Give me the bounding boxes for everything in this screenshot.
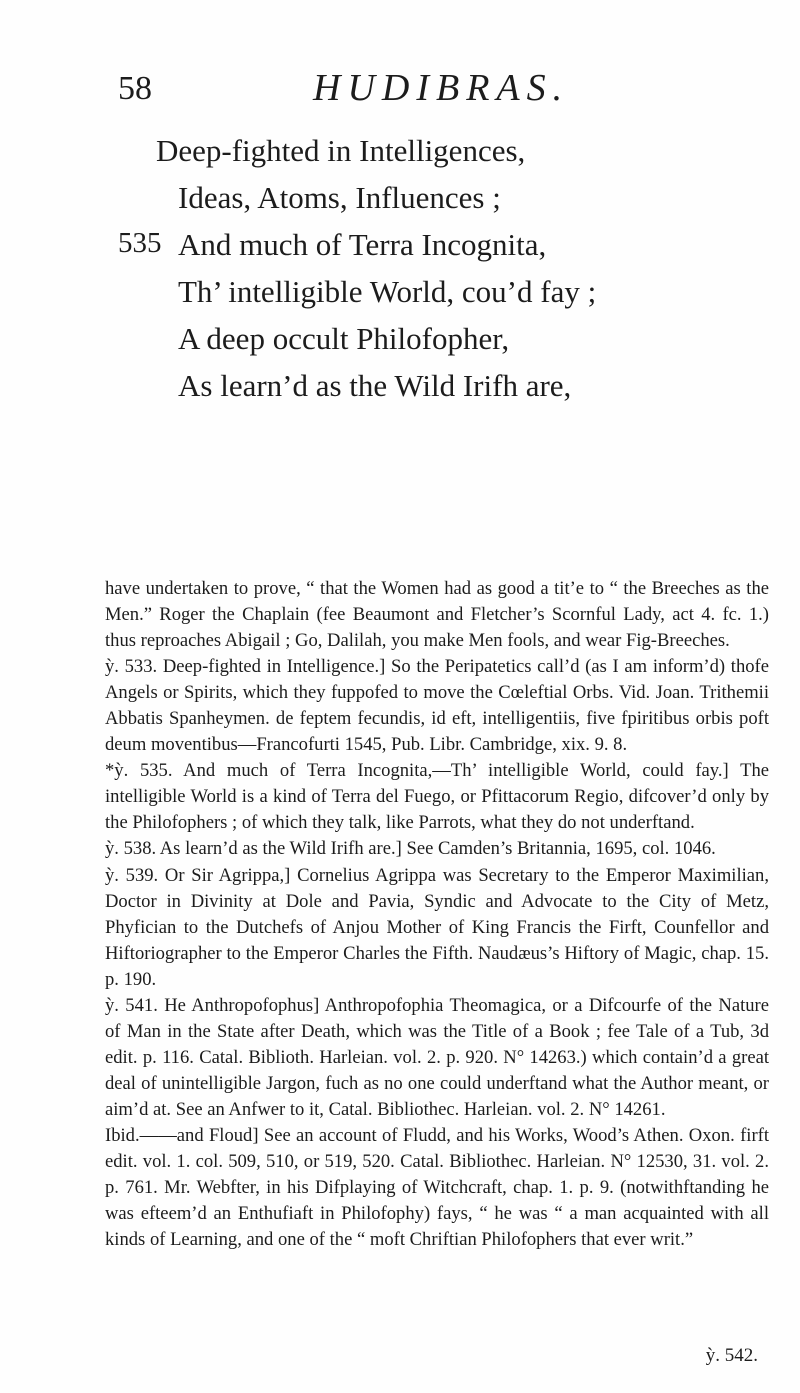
- verse-block: [118, 133, 768, 415]
- verse-text: As learn’d as the Wild Irifh are,: [178, 368, 572, 403]
- verse-line: [118, 274, 768, 321]
- verse-line: [118, 321, 768, 368]
- note-paragraph: ỳ. 533. Deep-fighted in Intelligence.] So the Peripatetics call’d (as I am inform’d) thofe Angels or Spirits, which they fuppofed to move the Cœleftial Orbs. Vid. Joan. Trithemii Abbatis Spanheymen. de feptem fecundis, id eft, intelligentiis, five fpiritibus orbis poft deum moventibus—Francofurti 1545, Pub. Libr. Cambridge, xix. 9. 8.: [105, 656, 769, 756]
- verse-line: [118, 368, 768, 415]
- page-header: [118, 67, 758, 120]
- page-number: 58: [118, 70, 152, 107]
- note-paragraph: ỳ. 538. As learn’d as the Wild Irifh are.] See Camden’s Britannia, 1695, col. 1046.: [105, 838, 716, 860]
- note-paragraph: Ibid.——and Floud] See an account of Fludd, and his Works, Wood’s Athen. Oxon. firft edit. vol. 1. col. 509, 510, or 519, 520. Catal. Bibliothec. Harleian. N° 12530, 31. vol. 2. p. 761. Mr. Webfter, in his Difplaying of Witchcraft, chap. 1. p. 9. (notwithftanding he was efteem’d an Enthufiaft in Philofophy) fays, “ he was “ a man acquainted with all kinds of Learning, and one of the “ moft Chriftian Philofophers that ever writ.”: [105, 1124, 769, 1251]
- running-title: HUDIBRAS.: [313, 67, 570, 109]
- verse-text: Deep-fighted in Intelligences,: [156, 133, 526, 168]
- verse-line: [118, 133, 768, 180]
- verse-line: [118, 227, 768, 274]
- verse-text: Th’ intelligible World, cou’d fay ;: [178, 274, 597, 309]
- verse-text: A deep occult Philofopher,: [178, 321, 510, 356]
- verse-text: Ideas, Atoms, Influences ;: [178, 180, 501, 215]
- note-paragraph: *ỳ. 535. And much of Terra Incognita,—Th’ intelligible World, could fay.] The intelligible World is a kind of Terra del Fuego, or Pfittacorum Regio, difcover’d only by the Philofophers ; of which they talk, like Parrots, what they do not underftand.: [105, 760, 769, 834]
- verse-line: [118, 180, 768, 227]
- catchword: ỳ. 542.: [705, 1345, 758, 1366]
- footnotes: [105, 576, 769, 1253]
- note-paragraph: ỳ. 541. He Anthropofophus] Anthropofophia Theomagica, or a Difcourfe of the Nature of Man in the State after Death, which was the Title of a Book ; fee Tale of a Tub, 3d edit. p. 116. Catal. Biblioth. Harleian. vol. 2. p. 920. N° 14263.) which contain’d a great deal of unintelligible Jargon, fuch as no one could underftand what the Author meant, or aim’d at. See an Anfwer to it, Catal. Bibliothec. Harleian. vol. 2. N° 14261.: [105, 994, 769, 1120]
- note-paragraph: have undertaken to prove, “ that the Women had as good a tit’e to “ the Breeches as the Men.” Roger the Chaplain (fee Beaumont and Fletcher’s Scornful Lady, act 4. fc. 1.) thus reproaches Abigail ; Go, Dalilah, you make Men fools, and wear Fig-Breeches.: [105, 578, 769, 652]
- note-paragraph: ỳ. 539. Or Sir Agrippa,] Cornelius Agrippa was Secretary to the Emperor Maximilian, Doctor in Divinity at Dole and Pavia, Syndic and Advocate to the City of Metz, Phyfician to the Dutchefs of Anjou Mother of King Francis the Firft, Counfellor and Hiftoriographer to the Emperor Charles the Fifth. Naudæus’s Hiftory of Magic, chap. 15. p. 190.: [105, 864, 769, 990]
- verse-text: And much of Terra Incognita,: [178, 227, 547, 262]
- line-number: 535: [118, 227, 162, 259]
